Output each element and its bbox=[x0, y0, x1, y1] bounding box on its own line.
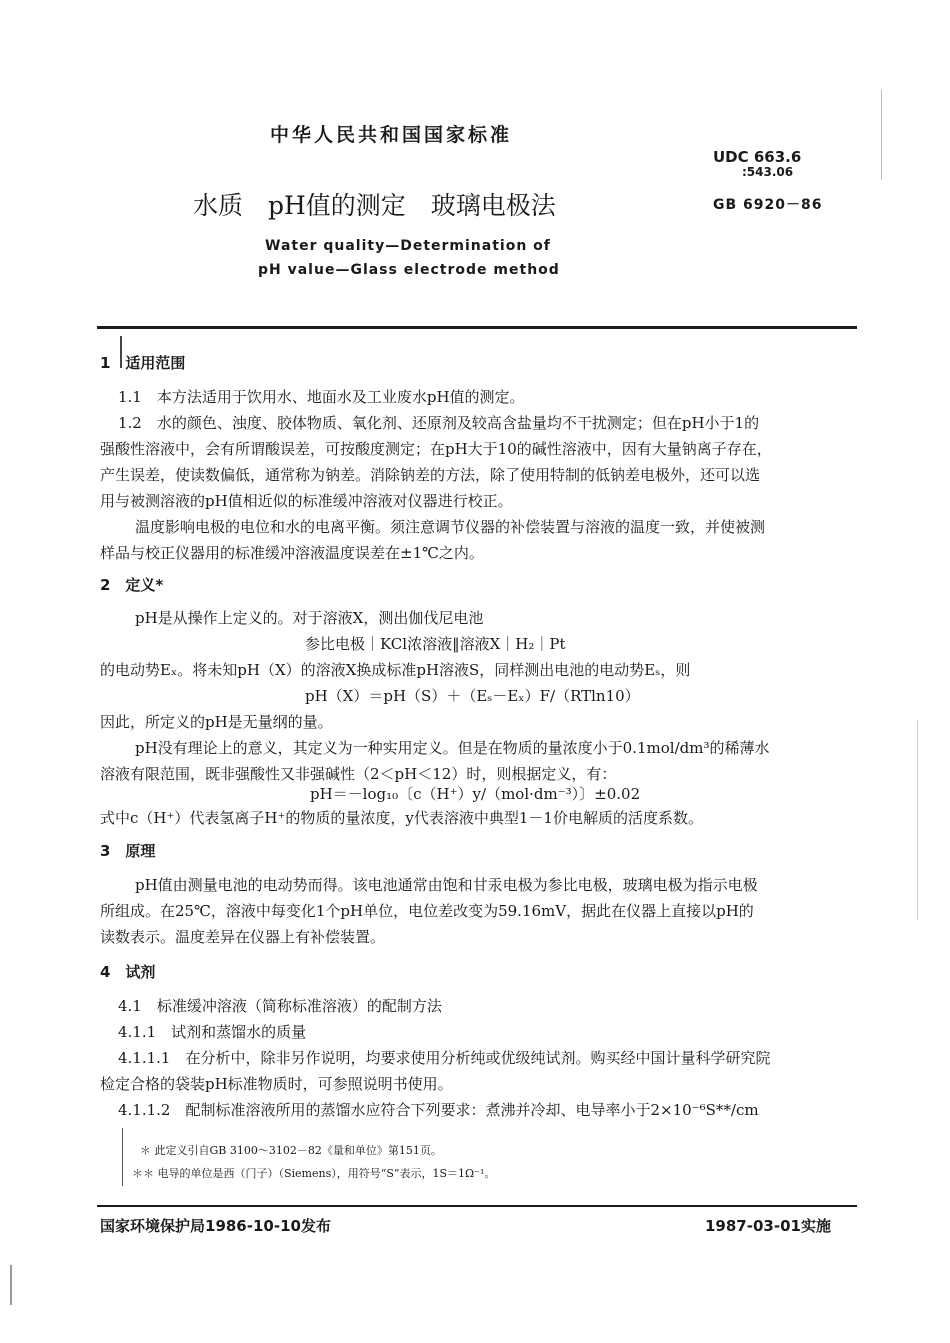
definition-p3: 因此，所定义的pH是无量纲的量。 bbox=[100, 713, 333, 731]
definition-p5: 式中c（H⁺）代表氢离子H⁺的物质的量浓度，y代表溶液中典型1－1价电解质的活度系数。 bbox=[100, 809, 703, 827]
scan-mark bbox=[917, 720, 918, 920]
clause-4-1-1: 4.1.1 试剂和蒸馏水的质量 bbox=[118, 1023, 307, 1041]
clause-1-2-line2: 强酸性溶液中，会有所谓酸误差，可按酸度测定；在pH大于10的碱性溶液中，因有大量钠离子存在， bbox=[100, 440, 772, 458]
issue-date: 国家环境保护局1986-10-10发布 bbox=[100, 1217, 331, 1235]
footer-rule bbox=[97, 1205, 857, 1207]
definition-p2: 的电动势Eₓ。将未知pH（X）的溶液X换成标准pH溶液S，同样测出电池的电动势Eₛ，则 bbox=[100, 661, 691, 679]
section-2-title: 2 定义* bbox=[100, 576, 164, 594]
formula-2: pH＝－log₁₀〔c（H⁺）y/（mol·dm⁻³）〕±0.02 bbox=[310, 785, 641, 803]
clause-4-1-1-1-line2: 检定合格的袋装pH标准物质时，可参照说明书使用。 bbox=[100, 1075, 453, 1093]
clause-1-2-line3: 产生误差，使读数偏低，通常称为钠差。消除钠差的方法，除了使用特制的低钠差电极外，还可以选 bbox=[100, 466, 761, 484]
definition-p1: pH是从操作上定义的。对于溶液X，测出伽伐尼电池 bbox=[135, 609, 484, 627]
definition-p4-line1: pH没有理论上的意义，其定义为一种实用定义。但是在物质的量浓度小于0.1mol/dm³的稀薄水 bbox=[135, 739, 770, 757]
section-1-title: 1 适用范围 bbox=[100, 354, 186, 372]
udc-line2: :543.06 bbox=[742, 165, 794, 179]
principle-line3: 读数表示。温度差异在仪器上有补偿装置。 bbox=[100, 928, 386, 946]
footnote-2: ＊＊ 电导的单位是西（门子）（Siemens），用符号“S”表示，1S＝1Ω⁻¹。 bbox=[132, 1167, 496, 1180]
footnote-mark bbox=[122, 1128, 123, 1186]
principle-line1: pH值由测量电池的电动势而得。该电池通常由饱和甘汞电极为参比电极，玻璃电极为指示电极 bbox=[135, 876, 758, 894]
clause-1-1: 1.1 本方法适用于饮用水、地面水及工业废水pH值的测定。 bbox=[118, 388, 525, 406]
title-en-line2: pH value—Glass electrode method bbox=[258, 262, 560, 278]
scan-mark bbox=[10, 1265, 12, 1305]
clause-1-2-line1: 1.2 水的颜色、浊度、胶体物质、氧化剂、还原剂及较高含盐量均不干扰测定；但在pH小于1的 bbox=[118, 414, 760, 432]
clause-4-1-1-2: 4.1.1.2 配制标准溶液所用的蒸馏水应符合下列要求：煮沸并冷却、电导率小于2×10⁻⁶S**/cm bbox=[118, 1101, 759, 1119]
clause-1-3-line1: 温度影响电极的电位和水的电离平衡。须注意调节仪器的补偿装置与溶液的温度一致，并使被测 bbox=[135, 518, 766, 536]
principle-line2: 所组成。在25℃，溶液中每变化1个pH单位，电位差改变为59.16mV，据此在仪器上直接以pH的 bbox=[100, 902, 754, 920]
section-3-title: 3 原理 bbox=[100, 842, 156, 860]
scan-mark bbox=[881, 90, 882, 180]
udc-line1: UDC 663.6 bbox=[713, 148, 802, 166]
footnote-1: ＊ 此定义引自GB 3100～3102－82《量和单位》第151页。 bbox=[140, 1144, 442, 1157]
clause-4-1-1-1-line1: 4.1.1.1 在分析中，除非另作说明，均要求使用分析纯或优级纯试剂。购买经中国计量科学研究院 bbox=[118, 1049, 771, 1067]
standard-org: 中华人民共和国国家标准 bbox=[270, 124, 513, 146]
title-cn: 水质 pH值的测定 玻璃电极法 bbox=[193, 191, 556, 220]
title-en-line1: Water quality—Determination of bbox=[265, 238, 551, 254]
clause-1-2-line4: 用与被测溶液的pH值相近似的标准缓冲溶液对仪器进行校正。 bbox=[100, 492, 513, 510]
galvanic-cell: 参比电极｜KCl浓溶液‖溶液X｜H₂｜Pt bbox=[305, 635, 566, 653]
clause-1-3-line2: 样品与校正仪器用的标准缓冲溶液温度误差在±1℃之内。 bbox=[100, 544, 484, 562]
clause-4-1: 4.1 标准缓冲溶液（简称标准溶液）的配制方法 bbox=[118, 997, 442, 1015]
effective-date: 1987-03-01实施 bbox=[705, 1217, 831, 1235]
gb-number: GB 6920－86 bbox=[713, 197, 823, 213]
header-rule bbox=[97, 326, 857, 329]
section-4-title: 4 试剂 bbox=[100, 963, 156, 981]
formula-1: pH（X）＝pH（S）＋（Eₛ－Eₓ）F/（RTln10） bbox=[305, 687, 640, 705]
definition-p4-line2: 溶液有限范围，既非强酸性又非强碱性（2＜pH＜12）时，则根据定义，有： bbox=[100, 765, 617, 783]
